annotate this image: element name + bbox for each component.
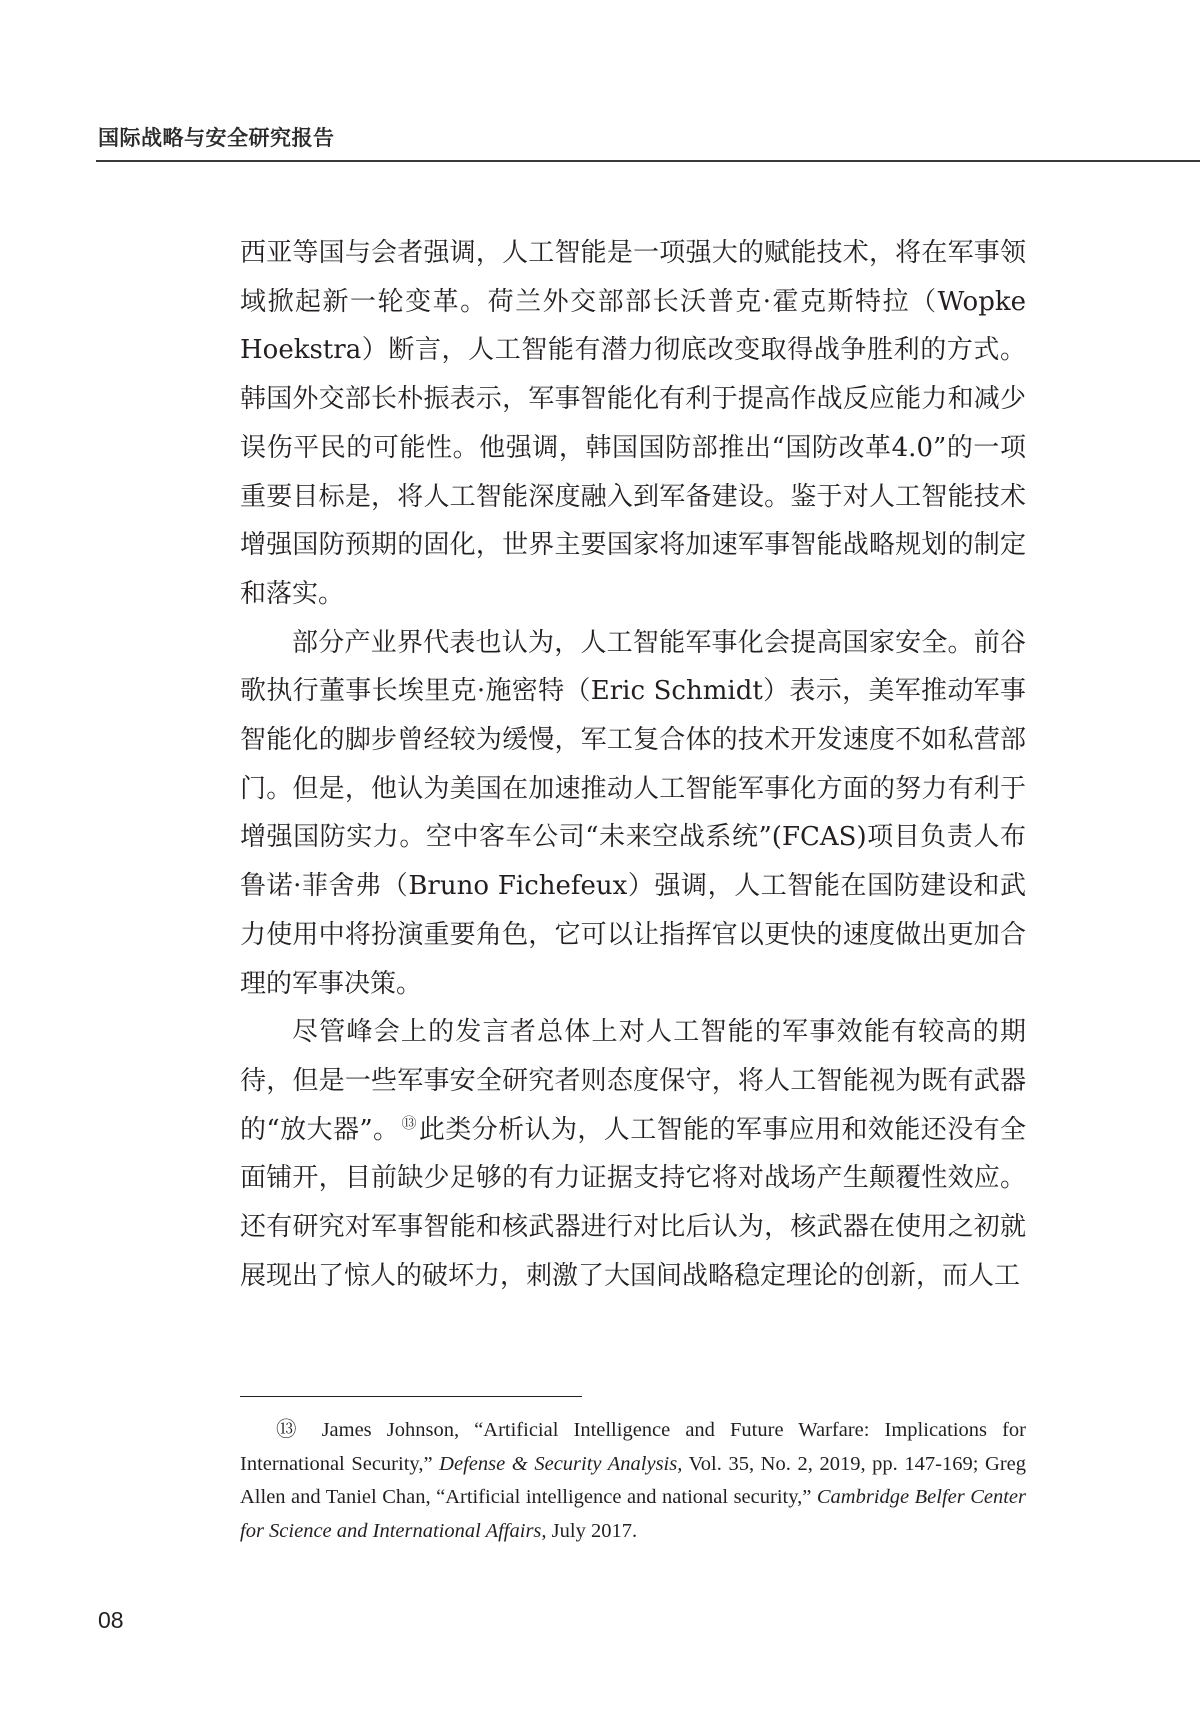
paragraph-2: 部分产业界代表也认为，人工智能军事化会提高国家安全。前谷歌执行董事长埃里克·施密特（Eric Schmidt）表示，美军推动军事智能化的脚步曾经较为缓慢，军工复合体的技术开发速度不如私营部门。但是，他认为美国在加速推动人工智能军事化方面的努力有利于增强国防实力。空中客车公司“未来空战系统”(FCAS)项目负责人布鲁诺·菲舍弗（Bruno Fichefeux）强调，人工智能在国防建设和武力使用中将扮演重要角色，它可以让指挥官以更快的速度做出更加合理的军事决策。 [240,627,1026,999]
footnote-marker: ⑬ [276,1419,307,1441]
footnote-text-3: , July 2017. [541,1519,638,1542]
paragraph-3-part-1: 尽管峰会上的发言者总体上对人工智能的军事效能有较高的期待，但是一些军事安全研究者则态度保守，将人工智能视为既有武器的“放大器”。 [240,1017,1026,1145]
footnote-divider [240,1396,582,1397]
paragraph-1: 西亚等国与会者强调，人工智能是一项强大的赋能技术，将在军事领域掀起新一轮变革。荷兰外交部部长沃普克·霍克斯特拉（Wopke Hoekstra）断言，人工智能有潜力彻底改变取得战争胜利的方式。韩国外交部长朴振表示，军事智能化有利于提高作战反应能力和减少误伤平民的可能性。他强调，韩国国防部推出“国防改革4.0”的一项重要目标是，将人工智能深度融入到军备建设。鉴于对人工智能技术增强国防预期的固化，世界主要国家将加速军事智能战略规划的制定和落实。 [240,238,1026,609]
footnote-text-2: Vol. 35, No. 2, 2019, pp. 147-169; Greg Allen and Taniel Chan, “Artificial intelligence and national security,” [240,1452,1027,1508]
footnote-publisher: Cambridge Belfer Center for Science and International Affairs [240,1486,1027,1542]
paragraph-3-part-2: 此类分析认为，人工智能的军事应用和效能还没有全面铺开，目前缺少足够的有力证据支持它将对战场产生颠覆性效应。还有研究对军事智能和核武器进行对比后认为，核武器在使用之初就展现出了惊人的破坏力，刺激了大国间战略稳定理论的创新，而人工 [240,1114,1026,1291]
page-number: 08 [98,1607,124,1633]
footnote-text-1: James Johnson, “Artificial Intelligence and Future Warfare: Implications for International Security,” [240,1419,1027,1475]
header-divider [96,160,1200,162]
running-header-title: 国际战略与安全研究报告 [98,126,335,150]
footnote-reference[interactable]: ⑬ [401,1114,417,1132]
body-text [240,229,1026,1300]
footnote [240,1414,1026,1548]
paragraph-3 [240,1008,1026,1300]
footnote-journal: Defense & Security Analysis, [439,1452,683,1475]
